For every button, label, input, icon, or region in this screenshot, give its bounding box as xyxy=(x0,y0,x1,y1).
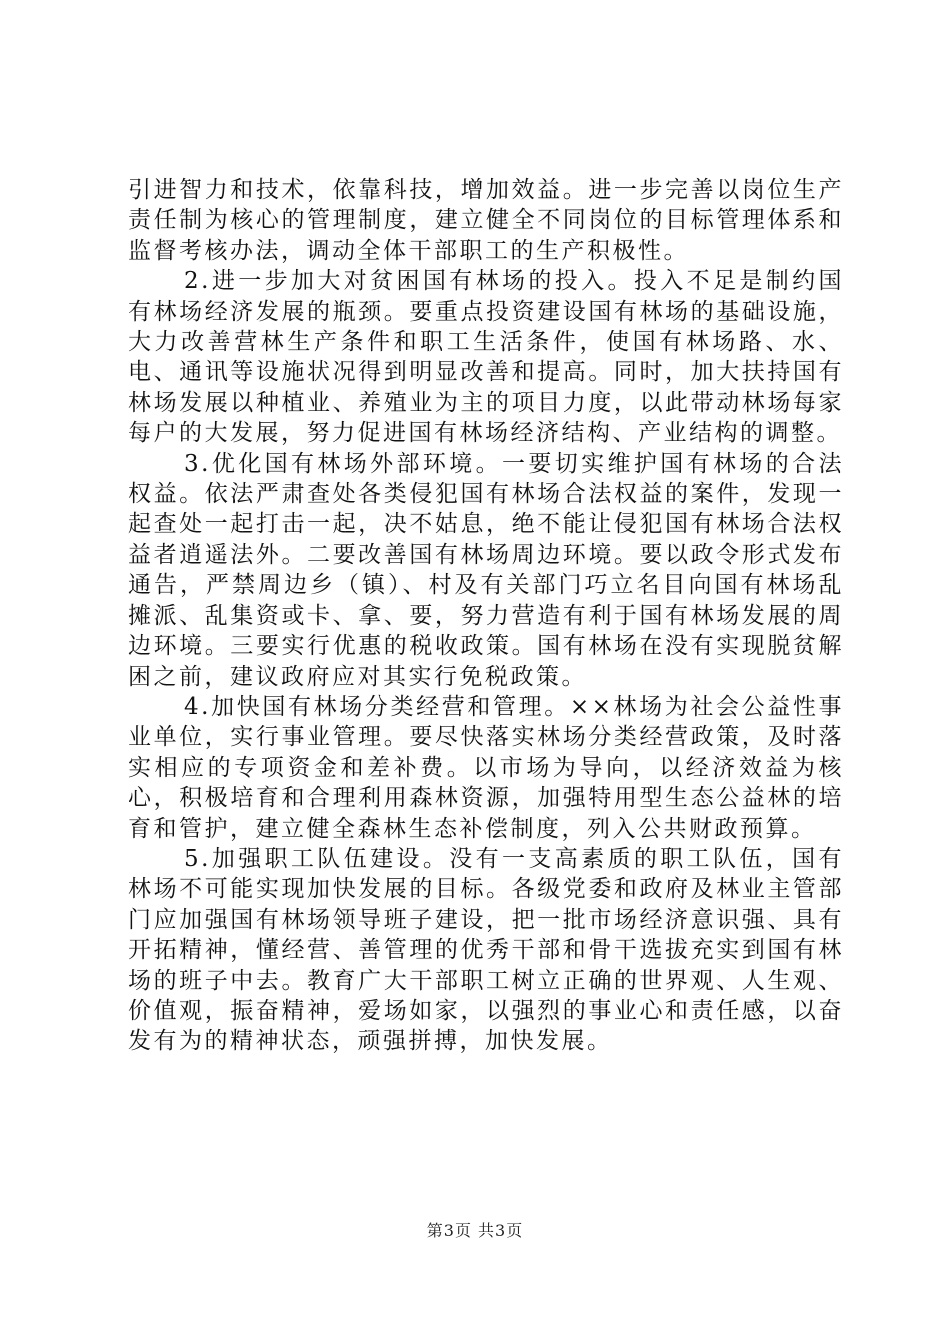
paragraph-item-5: 5.加强职工队伍建设。没有一支高素质的职工队伍，国有林场不可能实现加快发展的目标。各级党委和政府及林业主管部门应加强国有林场领导班子建设，把一批市场经济意识强、具有开拓精神，懂经营、善管理的优秀干部和骨干选拔充实到国有林场的班子中去。教育广大干部职工树立正确的世界观、人生观、价值观，振奋精神，爱场如家，以强烈的事业心和责任感，以奋发有为的精神状态，顽强拼搏，加快发展。 xyxy=(128,845,844,1055)
paragraph-item-4: 4.加快国有林场分类经营和管理。××林场为社会公益性事业单位，实行事业管理。要尽快落实林场分类经营政策，及时落实相应的专项资金和差补费。以市场为导向，以经济效益为核心，积极培育和合理利用森林资源，加强特用型生态公益林的培育和管护，建立健全森林生态补偿制度，列入公共财政预算。 xyxy=(128,693,844,842)
page-footer: 第3页 共3页 xyxy=(426,1221,524,1240)
paragraph-continuation: 引进智力和技术，依靠科技，增加效益。进一步完善以岗位生产责任制为核心的管理制度，建立健全不同岗位的目标管理体系和监督考核办法，调动全体干部职工的生产积极性。 xyxy=(128,177,844,264)
paragraph-item-3: 3.优化国有林场外部环境。一要切实维护国有林场的合法权益。依法严肃查处各类侵犯国有林场合法权益的案件，发现一起查处一起打击一起，决不姑息，绝不能让侵犯国有林场合法权益者逍遥法外。二要改善国有林场周边环境。要以政令形式发布通告，严禁周边乡（镇）、村及有关部门巧立名目向国有林场乱摊派、乱集资或卡、拿、要，努力营造有利于国有林场发展的周边环境。三要实行优惠的税收政策。国有林场在没有实现脱贫解困之前，建议政府应对其实行免税政策。 xyxy=(128,450,844,690)
paragraph-item-2: 2.进一步加大对贫困国有林场的投入。投入不足是制约国有林场经济发展的瓶颈。要重点投资建设国有林场的基础设施，大力改善营林生产条件和职工生活条件，使国有林场路、水、电、通讯等设施状况得到明显改善和提高。同时，加大扶持国有林场发展以种植业、养殖业为主的项目力度，以此带动林场每家每户的大发展，努力促进国有林场经济结构、产业结构的调整。 xyxy=(128,268,844,447)
document-body xyxy=(128,175,844,1057)
